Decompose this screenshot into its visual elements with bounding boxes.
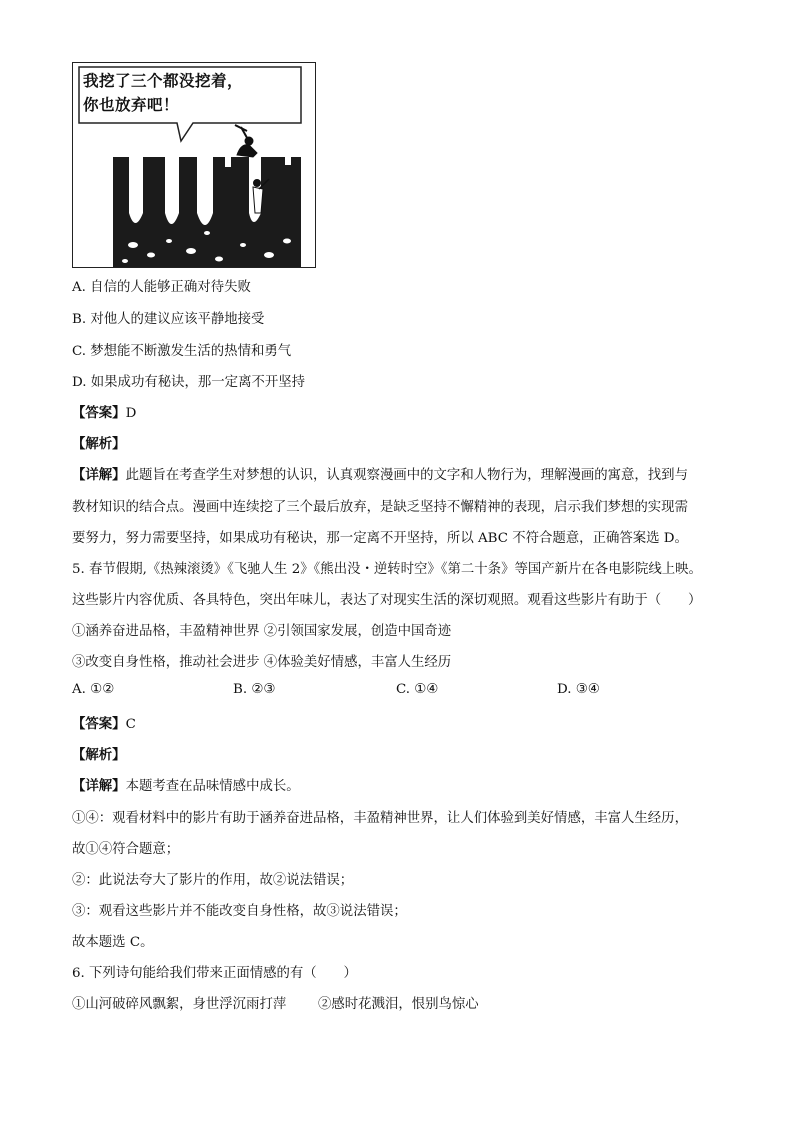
speech-line-2: 你也放弃吧！ — [83, 96, 180, 114]
q4-option-d: D. 如果成功有秘诀，那一定离不开坚持 — [72, 375, 306, 390]
q5-answer — [72, 713, 136, 732]
q4-option-c: C. 梦想能不断激发生活的热情和勇气 — [72, 344, 292, 359]
q5-detail-line-6: 故本题选 C。 — [72, 935, 154, 950]
q5-detail-line-1: 【详解】本题考查在品味情感中成长。 — [72, 778, 300, 794]
detail-label: 【详解】 — [72, 778, 126, 794]
q5-choice-a: A. ①② — [72, 682, 115, 697]
q5-stem-line-2: 这些影片内容优质、各具特色，突出年味儿，表达了对现实生活的深切观照。观看这些影片有助于（ ） — [72, 593, 702, 608]
q4-option-b: B. 对他人的建议应该平静地接受 — [72, 312, 265, 327]
q5-analysis-label: 【解析】 — [72, 747, 126, 763]
q4-answer — [72, 402, 136, 421]
answer-value: C — [125, 717, 136, 732]
q4-detail-line-2: 教材知识的结合点。漫画中连续挖了三个最后放弃，是缺乏坚持不懈精神的表现，启示我们梦想的实现需 — [72, 500, 688, 515]
speech-line-1: 我挖了三个都没挖着， — [83, 72, 244, 90]
q5-detail-line-3: 故①④符合题意； — [72, 842, 180, 857]
q4-analysis-label: 【解析】 — [72, 436, 126, 452]
q5-detail-line-5: ③：观看这些影片并不能改变自身性格，故③说法错误； — [72, 904, 407, 919]
detail-label: 【详解】 — [72, 467, 126, 483]
q6-statement-1: ①山河破碎风飘絮，身世浮沉雨打萍 — [72, 997, 287, 1012]
q5-statement-1: ①涵养奋进品格，丰盈精神世界 ②引领国家发展，创造中国奇迹 — [72, 624, 452, 639]
q5-choice-c: C. ①④ — [396, 682, 439, 697]
q4-detail-line-3: 要努力，努力需要坚持，如果成功有秘诀，那一定离不开坚持，所以 ABC 不符合题意，正确答案选 D。 — [72, 531, 688, 546]
q5-detail-line-4: ②：此说法夸大了影片的作用，故②说法错误； — [72, 873, 354, 888]
q6-statement-2: ②感时花溅泪，恨别鸟惊心 — [318, 997, 479, 1012]
q5-stem-line-1: 5. 春节假期,《热辣滚烫》《飞驰人生 2》《熊出没・逆转时空》《第二十条》等国产新片在各电影院线上映。 — [72, 562, 702, 577]
cartoon-image — [72, 62, 316, 268]
answer-value: D — [125, 406, 137, 421]
q5-statement-2: ③改变自身性格，推动社会进步 ④体验美好情感，丰富人生经历 — [72, 655, 452, 670]
q4-option-a: A. 自信的人能够正确对待失败 — [72, 280, 251, 295]
q5-detail-line-2: ①④：观看材料中的影片有助于涵养奋进品格，丰盈精神世界，让人们体验到美好情感，丰富人生经历， — [72, 811, 688, 826]
q4-detail-line-1: 【详解】此题旨在考查学生对梦想的认识，认真观察漫画中的文字和人物行为，理解漫画的寓意，找到与 — [72, 467, 688, 483]
speech-bubble-text — [83, 69, 273, 117]
answer-label: 【答案】 — [72, 405, 126, 421]
q5-choice-b: B. ②③ — [233, 682, 276, 697]
q5-choice-d: D. ③④ — [557, 682, 600, 697]
q6-stem: 6. 下列诗句能给我们带来正面情感的有（ ） — [72, 966, 357, 981]
answer-label: 【答案】 — [72, 716, 126, 732]
